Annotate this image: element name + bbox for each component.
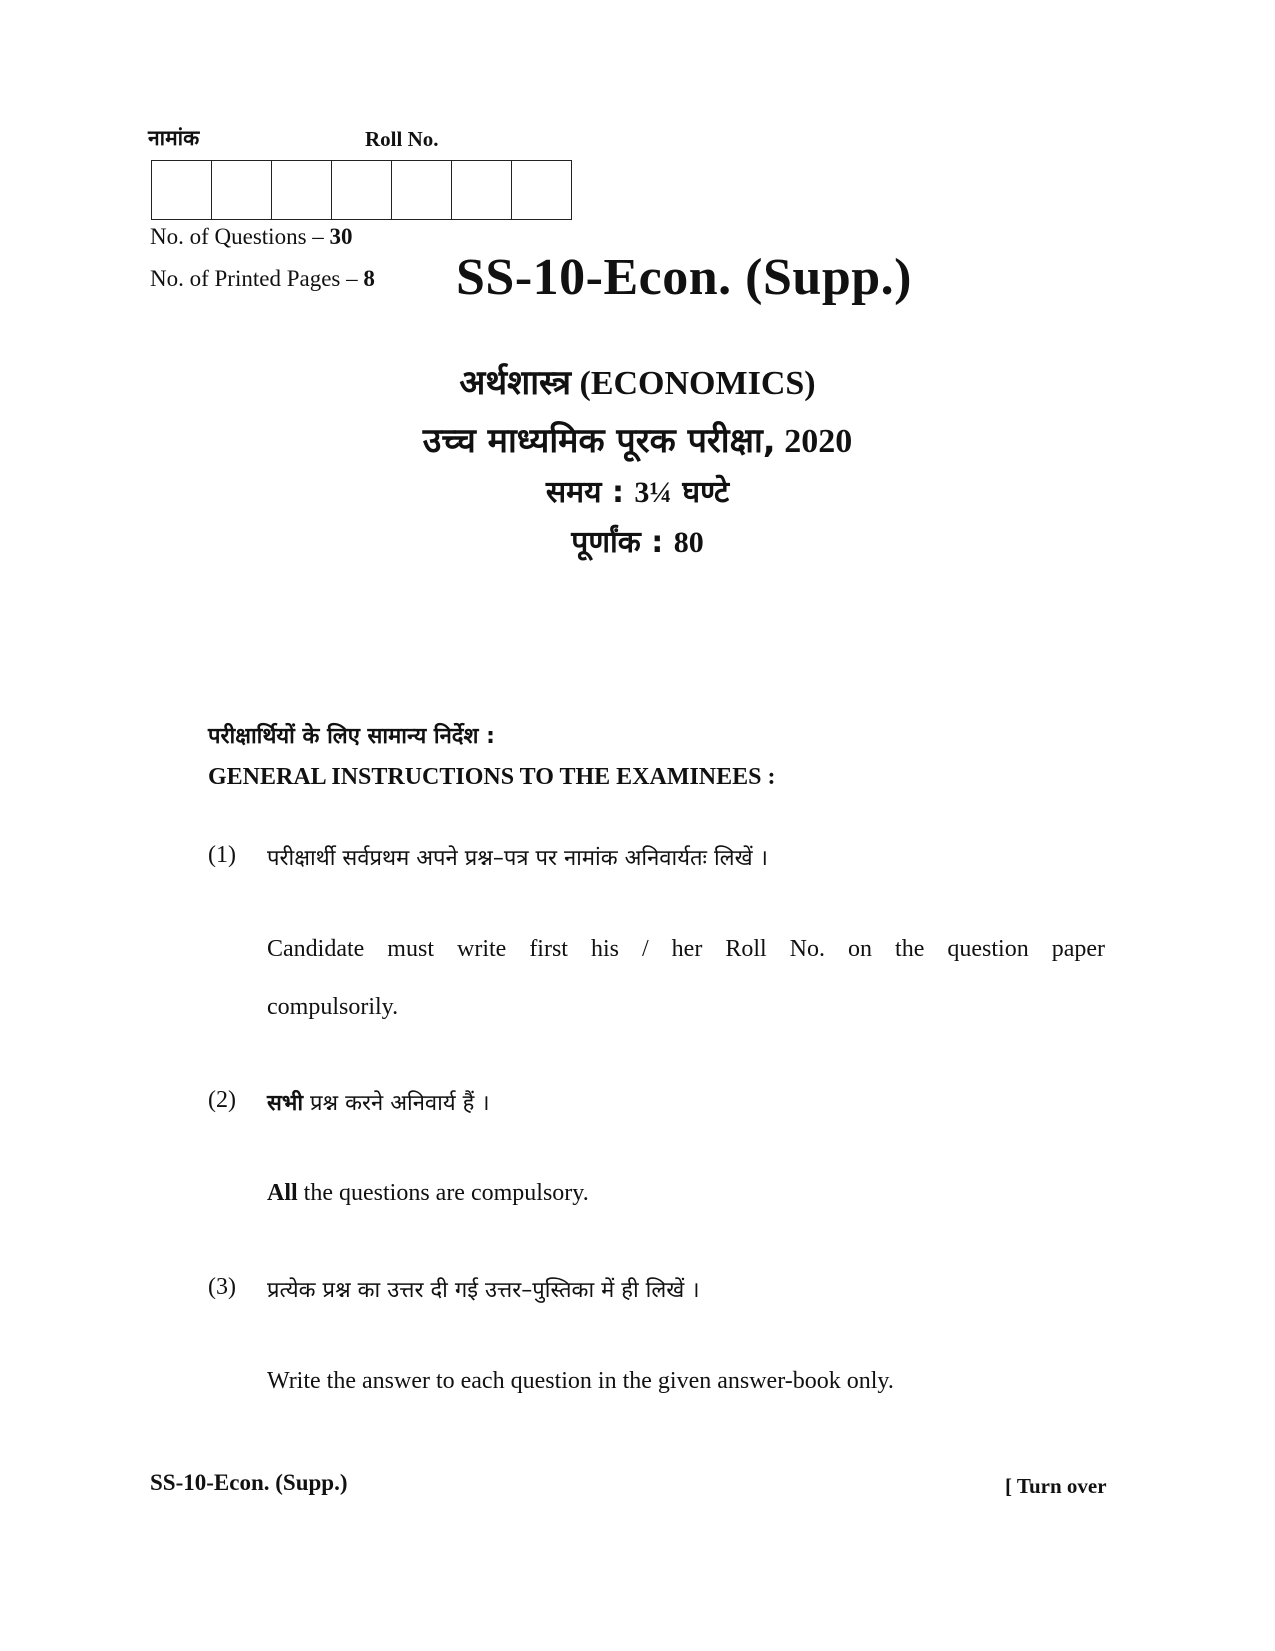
pages-label: No. of Printed Pages –: [150, 266, 364, 291]
paper-code-title: SS-10-Econ. (Supp.): [456, 249, 912, 306]
subject-title: [0, 358, 1275, 404]
subject-english: (ECONOMICS): [579, 365, 816, 402]
roll-box[interactable]: [392, 161, 452, 219]
marks-label: पूर्णांक :: [571, 525, 674, 560]
instruction-3-english: Write the answer to each question in the given answer-book only.: [267, 1368, 894, 1394]
max-marks: [0, 520, 1275, 561]
questions-value: 30: [329, 224, 353, 249]
instruction-number: (3): [208, 1274, 236, 1300]
instruction-2-hindi-bold: सभी: [267, 1091, 304, 1116]
instruction-1-english-line2: compulsorily.: [267, 994, 399, 1020]
instruction-2-hindi: [267, 1087, 490, 1117]
roll-box[interactable]: [452, 161, 512, 219]
questions-label: No. of Questions –: [150, 224, 330, 249]
roll-box[interactable]: [272, 161, 332, 219]
pages-value: 8: [363, 266, 375, 291]
instruction-2-english: [267, 1180, 589, 1207]
roll-label-hindi: नामांक: [148, 126, 200, 150]
footer-paper-code: SS-10-Econ. (Supp.): [150, 1470, 348, 1495]
time-unit: घण्टे: [671, 475, 730, 510]
instruction-2-hindi-rest: प्रश्न करने अनिवार्य हैं ।: [303, 1091, 490, 1116]
turn-over-label: [ Turn over: [1005, 1474, 1107, 1498]
instructions-heading-hindi: परीक्षार्थियों के लिए सामान्य निर्देश :: [208, 724, 495, 749]
instruction-number: (1): [208, 842, 236, 868]
questions-count: [150, 224, 353, 250]
instruction-3-hindi: प्रत्येक प्रश्न का उत्तर दी गई उत्तर–पुस्तिका में ही लिखें ।: [267, 1278, 700, 1303]
exam-name-hindi: उच्च माध्यमिक पूरक परीक्षा,: [422, 421, 776, 461]
instructions-heading-english: GENERAL INSTRUCTIONS TO THE EXAMINEES :: [208, 764, 776, 790]
instruction-1-hindi: परीक्षार्थी सर्वप्रथम अपने प्रश्न–पत्र पर नामांक अनिवार्यतः लिखें ।: [267, 846, 768, 871]
exam-year: 2020: [784, 423, 853, 460]
exam-time: [0, 470, 1275, 511]
roll-box[interactable]: [512, 161, 572, 219]
roll-label-english: Roll No.: [365, 127, 439, 151]
subject-hindi: अर्थशास्त्र: [459, 363, 571, 403]
roll-box[interactable]: [152, 161, 212, 219]
time-label: समय :: [545, 475, 635, 510]
instruction-2-english-bold: All: [267, 1180, 298, 1206]
exam-name: [0, 416, 1275, 462]
instruction-2-english-rest: the questions are compulsory.: [297, 1180, 589, 1206]
time-value: 3¼: [634, 476, 672, 509]
instruction-1-english-line1: Candidate must write first his / her Roll No. on the question paper: [267, 936, 1105, 962]
roll-box[interactable]: [332, 161, 392, 219]
pages-count: [150, 266, 375, 292]
roll-number-boxes: [151, 160, 572, 220]
marks-value: 80: [673, 526, 704, 559]
roll-box[interactable]: [212, 161, 272, 219]
instruction-number: (2): [208, 1087, 236, 1113]
